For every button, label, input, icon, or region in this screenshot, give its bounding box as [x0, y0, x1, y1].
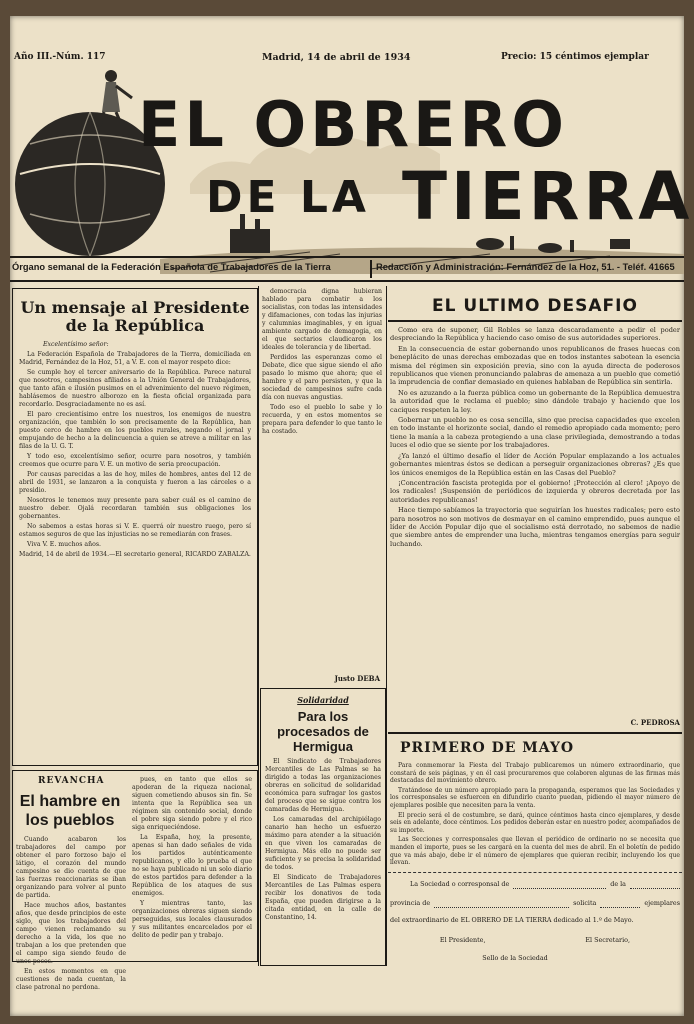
form-seal-label: Sello de la Sociedad [482, 954, 548, 962]
masthead-title-line1: EL OBRERO [138, 88, 568, 161]
middle-column-paragraph: Perdidos las esperanzas como el Debate, dice que sigue siendo el año pasado lo mismo que ahora; que el hambre y el paro persisten, y que la sociedad de campesinos sufre cada día con nuevas angustias. [262, 354, 382, 401]
mayo-paragraph: El precio será el de costumbre, se dará, quince céntimos hasta cinco ejemplares, y desde seis en adelante, doce céntimos. Los pedidos deberán estar en nuestro poder, acompañados de su importe. [390, 811, 680, 834]
editorial-paragraph: ¡Concentración fascista protegida por el gobierno! ¡Protección al clero! ¡Apoyo de los radicales! ¡Suspensión de periódicos de izquierda y obreros decretada por las autoridades republicanas! [390, 478, 680, 504]
masthead-title-de-la: DE LA [206, 172, 370, 223]
article-message-signoff: Madrid, 14 de abril de 1934.—El secretario general, RICARDO ZABALZA. [19, 551, 251, 558]
bottom-middle-paragraph: pues, en tanto que ellos se apoderan de la riqueza nacional, siguen cometiendo abusos sin fin. Se intenta que la República sea un régimen sin contenido social, donde el pobre siga siendo pobre y el rico siga enriqueciéndose. [132, 776, 252, 831]
article-message-paragraph: Nosotros le tenemos muy presente para saber cuál es el camino de nuestro deber. Ojalá recordaran también sus obligaciones los gobernantes. [19, 497, 251, 520]
article-message-box [12, 288, 258, 766]
subtitle-address: Redacción y Administración: Fernández de la Hoz, 51. - Teléf. 41665 [376, 262, 675, 272]
revancha-body [16, 836, 126, 991]
solidaridad-title: Para los procesados de Hermigua [277, 709, 369, 754]
mayo-paragraph: Tratándose de un número apropiado para la propaganda, esperamos que las Sociedades y los corresponsales se esfuercen en difundirlo cuanto puedan, pidiendo el mayor número de ejemplares posible que necesiten para la venta. [390, 786, 680, 809]
revancha-paragraph: Cuando acabaron los trabajadores del campo por obtener el paro forzoso bajo el látigo, el corazón del mundo campesino se dio cuenta de que las fuerzas reaccionarias se iban organizando para volver al punto de partida. [16, 836, 126, 899]
article-message-title: Un mensaje al Presidente de la República [20, 298, 250, 335]
form-extraordinary-line: del extraordinario de EL OBRERO DE LA TIERRA dedicado al 1.º de Mayo. [390, 916, 634, 924]
solidaridad-box [260, 688, 386, 966]
issue-number: Año III.-Núm. 117 [14, 52, 106, 62]
article-message-body [13, 341, 257, 749]
solidaridad-body [261, 758, 385, 966]
form-secretary-label: El Secretario, [585, 936, 631, 944]
editorial-paragraph: Gobernar un pueblo no es cosa sencilla, sino que precisa capacidades que excelen en todo instante el horizonte social, dando el remedio apropiado cada momento; pero tiene la manía a la cabeza protegiendo a una clase privilegiada, demostrando a todas luces el odio que se siente por los trabajadores. [390, 416, 680, 450]
form-society-label: La Sociedad o corresponsal de [410, 880, 510, 888]
form-province-label: provincia de [390, 899, 431, 907]
middle-column-paragraph: democracia digna hubieran hablado para combatir a los socialistas, con todas las intensidades y difamaciones, con todas las injurias y calumnias imaginables, y en igual ambiente cargado de demagogia, en el que sectarios claudicaron los ideales de tolerancia y de libertad. [262, 288, 382, 351]
form-quantity-field[interactable] [600, 899, 640, 908]
subtitle-organ: Órgano semanal de la Federación Española de Trabajadores de la Tierra [12, 262, 331, 272]
editorial-title-rule [388, 320, 682, 322]
revancha-paragraph: Hace muchos años, bastantes años, que desde principios de este siglo, que los trabajadores del campo vienen reclamando su derecho a la vida, los que no trabajan a los que pretenden que el campo siga siendo feudo de unos pocos. [16, 902, 126, 965]
article-message-paragraph: No sabemos a estas horas si V. E. querrá oír nuestro ruego, pero sí estamos seguros de que las injusticias no se remediarán con frases. [19, 523, 251, 538]
editorial-paragraph: Como era de suponer, Gil Robles se lanza descaradamente a pedir el poder despreciando la República y haciendo caso omiso de sus autoridades superiores. [390, 326, 680, 343]
mayo-body [390, 762, 680, 866]
mayo-rule-top [388, 732, 682, 734]
article-message-paragraph: Y todo eso, excelentísimo señor, ocurre para nosotros, y también creemos que ocurre para V. E. un motivo de seria preocupación. [19, 453, 251, 468]
form-copies-label: ejemplares [644, 899, 680, 907]
issue-price: Precio: 15 céntimos ejemplar [501, 52, 649, 62]
editorial-title: EL ULTIMO DESAFIO [432, 296, 638, 316]
form-president-label: El Presidente, [439, 936, 486, 944]
article-message-paragraph: La Federación Española de Trabajadores de la Tierra, domiciliada en Madrid, Fernández de la Hoz, 51, a V. E. con el mayor respeto dice: [19, 351, 251, 366]
solidaridad-paragraph: El Sindicato de Trabajadores Mercantiles de Las Palmas se ha dirigido a todas las organizaciones obreras en solicitud de solidaridad económica para sufragar los gastos del proceso que se sigue contra los camaradas de Hermigua. [265, 758, 381, 813]
form-requests-label: solicita [573, 899, 597, 907]
solidaridad-paragraph: Los camaradas del archipiélago canario han hecho un esfuerzo máximo para atender a la situación en que viven los camaradas de Hermigua. Más ello no puede ser suficiente y se precisa la solidaridad de todos. [265, 816, 381, 871]
column-divider [386, 286, 387, 966]
mayo-form-cut-line [388, 872, 682, 874]
mayo-title: PRIMERO DE MAYO [400, 740, 575, 756]
form-society-field[interactable] [513, 880, 606, 889]
editorial-signature: C. PEDROSA [630, 718, 680, 727]
mayo-paragraph: Las Secciones y corresponsales que llevan el periódico de ordinario no se necesita que manden el importe, pues se les cargará en la cuenta del mes de abril. En el boletín de pedido que va más abajo, debe ir el número de ejemplares que quieran recibir, incluyendo los que llevan. [390, 836, 680, 867]
mayo-order-form [390, 880, 680, 962]
issue-date: Madrid, 14 de abril de 1934 [262, 52, 411, 63]
middle-column-text [262, 288, 382, 670]
column-divider [258, 286, 259, 966]
bottom-middle-paragraph: Y mientras tanto, las organizaciones obreras siguen siendo perseguidas, sus locales clausurados y sus militantes encarcelados por el delito de pedir pan y trabajo. [132, 900, 252, 939]
subtitle-rule-bottom [10, 280, 684, 282]
newspaper-page [10, 16, 694, 1016]
revancha-paragraph: En estos momentos en que cuestiones de nada cuentan, la clase patronal no perdona. [16, 968, 126, 991]
solidaridad-paragraph: El Sindicato de Trabajadores Mercantiles de Las Palmas espera recibir los donativos de toda España, que pueden dirigirse a la citada entidad, en la calle de Constantino, 14. [265, 874, 381, 921]
revancha-title: El hambre en los pueblos [19, 793, 121, 829]
article-message-paragraph: Viva V. E. muchos años. [27, 541, 101, 548]
form-place-field[interactable] [630, 880, 680, 889]
article-message-paragraph: Por causas parecidas a las de hoy, miles de hombres, antes del 12 de abril de 1931, se lanzaron a la conquista y fueron a las cárceles o a presidio. [19, 471, 251, 494]
form-of-label: de la [610, 880, 626, 888]
form-province-field[interactable] [434, 899, 569, 908]
revancha-kicker: REVANCHA [38, 776, 105, 786]
bottom-middle-column [132, 776, 252, 956]
editorial-paragraph: ¿Ya lanzó el último desafío el líder de Acción Popular emplazando a los actuales gobernantes mientras éstos se dedican a perseguir organizaciones obreras? ¿Es que los únicos enemigos de la República están en las Casas del Pueblo? [390, 451, 680, 477]
middle-column-paragraph: Todo eso el pueblo lo sabe y lo recuerda, y en estos momentos se prepara para defender lo que tanto le ha costado. [262, 404, 382, 435]
bottom-middle-paragraph: La España, hoy, la presente, apenas si han dado señales de vida los partidos auténticamente republicanos, y ello lo prueba el que no se haya publicado ni un solo diario de estos partidos para defender a la República de los ataques de sus enemigos. [132, 834, 252, 897]
subtitle-rule-top [10, 256, 684, 258]
article-message-paragraph: Se cumple hoy el tercer aniversario de la República. Parece natural que nosotros, campesinos afiliados a la Unión General de Trabajadores, que tanto afán e ilusión pusimos en el advenimiento del nuevo régimen, hablásemos de nuestro alborozo en la fiesta oficial organizada para recordarlo. Desgraciadamente no es así. [19, 369, 251, 408]
editorial-paragraph: Hace tiempo sabíamos la trayectoria que seguirían los huestes radicales; pero esto para nosotros no son motivos de desmayar en el camino emprendido, pues aunque el líder de Acción Popular dijo que el socialismo está derrotado, no sabemos de nadie que siembre antes de emprender una lucha, mientras tengamos energías para seguir luchando. [390, 506, 680, 548]
editorial-paragraph: En la consecuencia de estar gobernando unos republicanos de frases huecas con beneplácito de unas derechas embozadas que en todos instantes sabotean la esencia misma del régimen sin exposición previa, sino con la ayuda directa de poderosos republicanos que vienen pronunciando palabras de amenaza a un pueblo que cometió la imprudencia de confiar demasiado en quienes hablaban de República sin sentirla. [390, 344, 680, 387]
solidaridad-kicker: Solidaridad [297, 695, 349, 705]
article-message-salutation: Excelentísimo señor: [43, 341, 109, 348]
middle-column-signature: Justo DEBA [334, 674, 380, 683]
subtitle-divider [370, 260, 372, 278]
masthead-title-tierra: TIERRA [402, 158, 694, 235]
article-message-paragraph: El paro crecientísimo entre los nuestros, los enemigos de nuestra organización, que también lo son precisamente de la República, han puesto cerco de hambre en los pueblos rurales, negando el jornal y empujando de hecho a la delincuencia a quien se atreve a militar en las filas de la U. G. T. [19, 411, 251, 450]
editorial-body [390, 326, 680, 714]
editorial-paragraph: No es azuzando a la fuerza pública como un gobernante de la República demuestra la autoridad que le reclama el pueblo; sino dándole trabajo y haciendo que los caciques respeten la ley. [390, 388, 680, 414]
mayo-paragraph: Para conmemorar la Fiesta del Trabajo publicaremos un número extraordinario, que constará de seis páginas, y en él casi procuraremos que colaboren algunas de las firmas más destacadas del movimiento obrero. [390, 762, 680, 785]
